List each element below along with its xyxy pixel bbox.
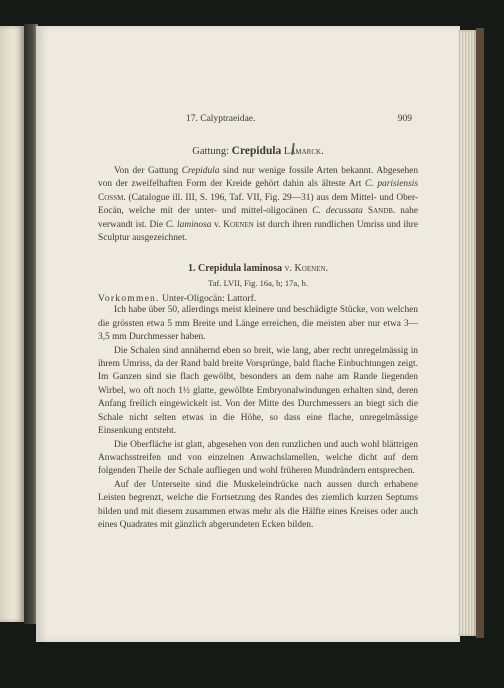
paragraph-material: Ich habe über 50, allerdings meist kleinere und beschädigte Stücke, von welchen die grössten etwa 5 mm Breite und Länge erreichen, die meisten aber nur etwa 3—3,5 mm Durchmesser haben. <box>98 305 418 343</box>
genus-name: Crepidula <box>231 145 282 157</box>
occurrence-text: Unter-Oligocän: Lattorf. <box>162 293 257 305</box>
intro-text-5: v. <box>211 219 224 230</box>
intro-text-6: ist durch ihren rundlichen Umriss und ihre Sculptur ausgezeichnet. <box>98 219 419 244</box>
genus-author: Lamarck. <box>283 146 324 157</box>
intro-italic-3: C. decussata <box>312 206 363 217</box>
occurrence-label: Vorkommen. <box>98 293 160 305</box>
intro-author-2: Cossm. <box>98 192 126 203</box>
intro-author-3: Sandb. <box>367 206 396 217</box>
occurrence-line <box>98 293 418 304</box>
intro-italic-1: Crepidula <box>181 166 220 176</box>
running-head <box>98 114 418 130</box>
paragraph-surface: Die Oberfläche ist glatt, abgesehen von den runzlichen und auch wohl blättrigen Anwachsstreifen und von einzelnen Anwachslamellen, welche dicht auf dem folgenden Theile der Schale aufliegen und wohl früheren Mundrändern entsprechen. <box>98 439 418 477</box>
book-cover-edge <box>476 28 484 638</box>
paragraph-shell-shape: Die Schalen sind annähernd eben so breit, wie lang, aber recht unregelmässig in ihrem Umriss, da der Rand bald breite Vorsprünge, bald flache Einbuchtungen zeigt. Im Ganzen sind sie flach gewölbt, besonders an dem nahe am Rande liegenden Wirbel, wo oft noch 1½ glatte, gewölbte Embryonalwindungen erhalten sind, deren Anfang freilich eingewickelt ist. Von der Mitte des Durchmessers an biegt sich die Schale nicht selten etwas in die Höhe, so dass eine flache, unregelmässige Einsenkung entsteht. <box>98 345 418 437</box>
intro-italic-2: C. parisiensis <box>365 179 418 190</box>
genus-prefix: Gattung: <box>192 146 230 157</box>
intro-text-3: (Catalogue ill. III, S. 196, Taf. VII, Fig. 29—31) aus dem Mittel- und Ober-Eocän, welche mit der unter- und mittel-oligocänen <box>98 192 418 217</box>
species-author: v. Koenen. <box>284 263 328 275</box>
chapter-title: 17. Calyptraeidae. <box>186 114 256 124</box>
intro-author-4: Koenen <box>223 219 254 230</box>
intro-text-1: Von der Gattung <box>114 166 182 176</box>
page-stack-edges <box>458 30 478 636</box>
genus-heading <box>98 145 418 157</box>
page-number: 909 <box>397 114 412 124</box>
intro-text-2: sind nur wenige fossile Arten bekannt. Abgesehen von der zweifelhaften Form der Kreide gehört dahin als älteste Art <box>98 166 419 190</box>
species-heading <box>98 263 418 274</box>
intro-paragraph <box>98 165 418 245</box>
intro-italic-4: C. laminosa <box>165 219 212 230</box>
figure-reference: Taf. LVII, Fig. 16a, b; 17a, b. <box>208 278 308 289</box>
intro-text-4: nahe verwandt ist. Die <box>98 206 419 230</box>
paragraph-underside: Auf der Unterseite sind die Muskeleindrücke nach aussen durch erhabene Leisten begrenzt, welche die Fortsetzung des Randes des ziemlich kurzen Septums bilden und mit diesem zusammen etwas mehr als die Hälfte eines Kreises oder auch eines Quadrates mit gänzlich abgerundeten Ecken bilden. <box>98 479 418 530</box>
facing-page-edge <box>0 26 24 622</box>
page-text-block <box>98 114 418 532</box>
species-name: 1. Crepidula laminosa <box>188 263 282 275</box>
